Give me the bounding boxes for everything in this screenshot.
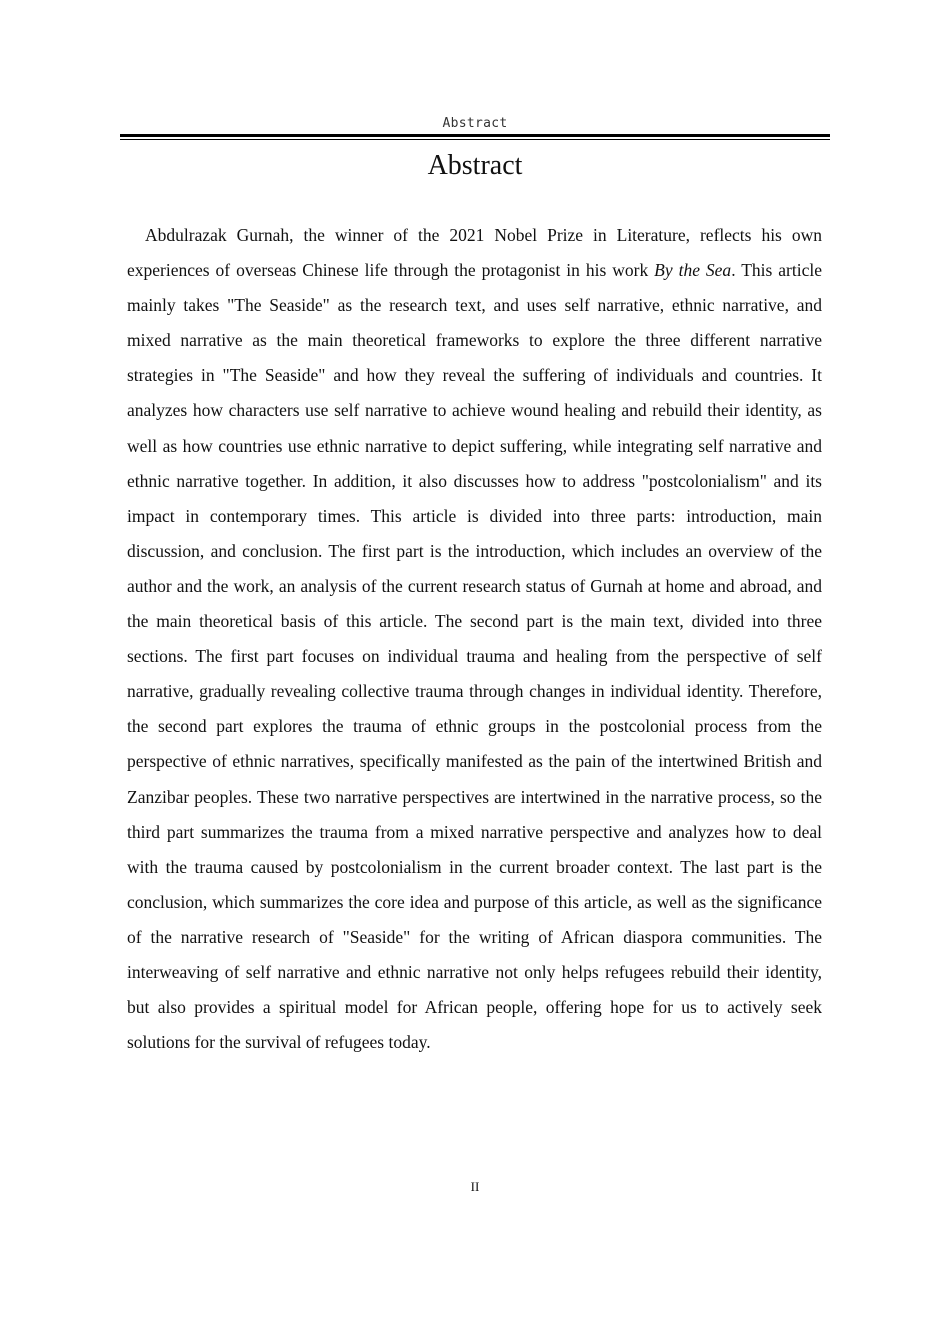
abstract-text-part-2: . This article mainly takes "The Seaside" as the research text, and uses self narrative, ethnic narrative, and mixed narrative as the main theoretical frameworks to explore the three different narrative strategies in "The Seaside" and how they reveal the suffering of individuals and countries. It analyzes how characters use self narrative to achieve wound healing and rebuild their identity, as well as how countries use ethnic narrative to depict suffering, while integrating self narrative and ethnic narrative together. In addition, it also discusses how to address "postcolonialism" and its impact in contemporary times. This article is divided into three parts: introduction, main discussion, and conclusion. The first part is the introduction, which includes an overview of the author and the work, an analysis of the current research status of Gurnah at home and abroad, and the main theoretical basis of this article. The second part is the main text, divided into three sections. The first part focuses on individual trauma and healing from the perspective of self narrative, gradually revealing collective trauma through changes in individual identity. Therefore, the second part explores the trauma of ethnic groups in the postcolonial process from the perspective of ethnic narratives, specifically manifested as the pain of the intertwined British and Zanzibar peoples. These two narrative perspectives are intertwined in the narrative process, so the third part summarizes the trauma from a mixed narrative perspective and analyzes how to deal with the trauma caused by postcolonialism in the current broader context. The last part is the conclusion, which summarizes the core idea and purpose of this article, as well as the significance of the narrative research of "Seaside" for the writing of African diaspora communities. The interweaving of self narrative and ethnic narrative not only helps refugees rebuild their identity, but also provides a spiritual model for African people, offering hope for us to actively seek solutions for the survival of refugees today. bbox=[127, 260, 822, 1053]
running-header: Abstract bbox=[442, 116, 508, 131]
header-rule-thin bbox=[120, 139, 830, 140]
page-title: Abstract bbox=[427, 150, 523, 181]
header-rule-thick bbox=[120, 134, 830, 137]
abstract-paragraph bbox=[127, 218, 822, 1060]
page-number: II bbox=[470, 1179, 480, 1194]
abstract-text-part-1: Abdulrazak Gurnah, the winner of the 2021 Nobel Prize in Literature, reflects his own experiences of overseas Chinese life through the protagonist in his work bbox=[127, 225, 822, 281]
work-title: By the Sea bbox=[654, 260, 732, 281]
